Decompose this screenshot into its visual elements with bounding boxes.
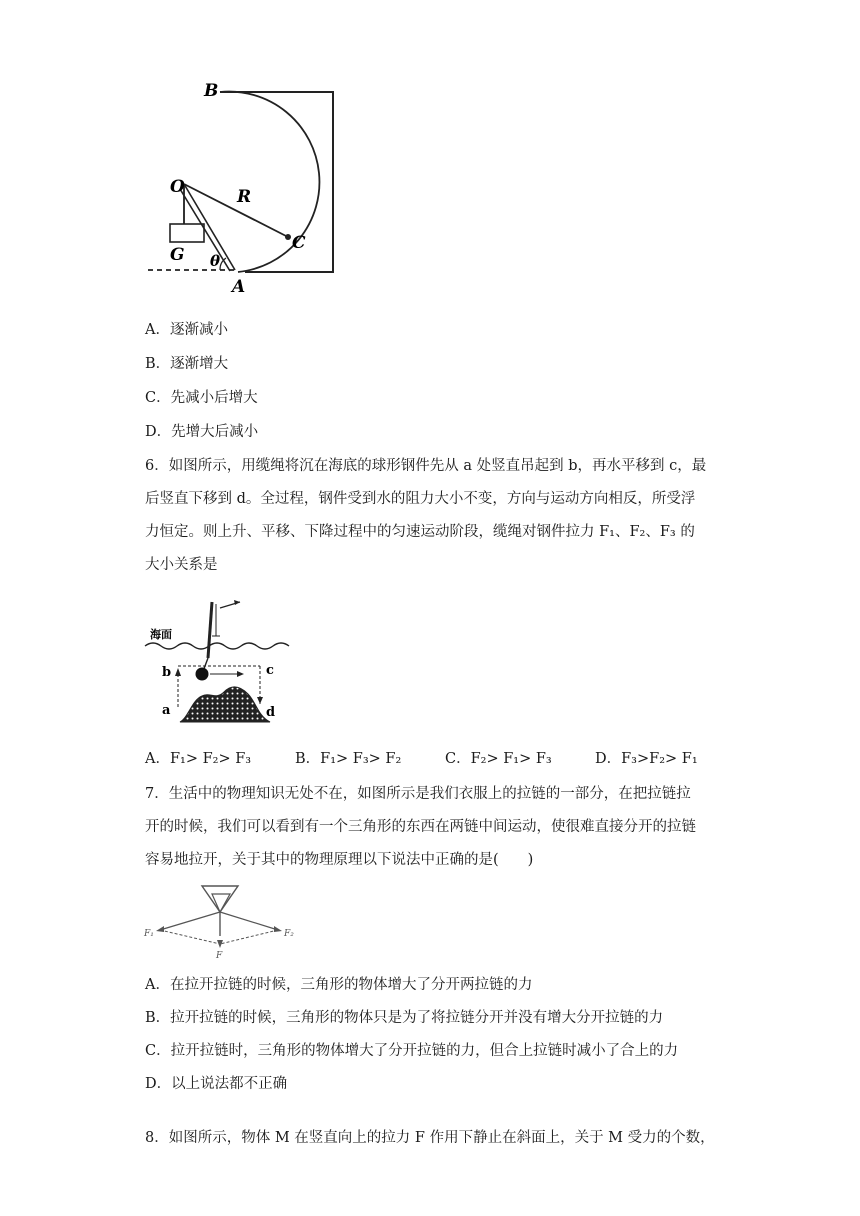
- q7-option-b: B．拉开拉链的时候，三角形的物体只是为了将拉链分开并没有增大分开拉链的力: [145, 1010, 664, 1026]
- q6-stem-line4: 大小关系是: [145, 557, 218, 573]
- q7-option-c: C．拉开拉链时，三角形的物体增大了分开拉链的力，但合上拉链时减小了合上的力: [145, 1043, 679, 1059]
- label-b: b: [162, 665, 172, 680]
- q7-stem-line2: 开的时候，我们可以看到有一个三角形的东西在两链中间运动，使很难直接分开的拉链: [145, 819, 696, 835]
- label-O: O: [170, 177, 185, 197]
- label-B: B: [204, 81, 219, 101]
- q5-option-b: B．逐渐增大: [145, 356, 229, 372]
- label-A: A: [232, 277, 246, 297]
- label-c: c: [266, 663, 274, 678]
- q5-option-c: C．先减小后增大: [145, 390, 258, 406]
- q5-option-d: D．先增大后减小: [145, 424, 259, 440]
- label-theta: θ: [210, 252, 221, 270]
- q6-stem-line1: 6．如图所示，用缆绳将沉在海底的球形钢件先从 a 处竖直吊起到 b，再水平移到 c，最: [145, 458, 707, 474]
- label-f2: F₂: [284, 929, 294, 939]
- figure-semicircle-rod: [140, 72, 350, 302]
- q6-stem-line3: 力恒定。则上升、平移、下降过程中的匀速运动阶段，缆绳对钢件拉力 F₁、F₂、F₃ 的: [145, 524, 695, 540]
- q6-option-a: A．F₁> F₂> F₃: [145, 751, 252, 767]
- figure-zipper-forces: [140, 882, 300, 962]
- q6-option-d: D．F₃>F₂> F₁: [595, 751, 698, 767]
- q7-option-d: D．以上说法都不正确: [145, 1076, 288, 1092]
- label-sea: 海面: [150, 628, 172, 641]
- q6-stem-line2: 后竖直下移到 d。全过程，钢件受到水的阻力大小不变，方向与运动方向相反，所受浮: [145, 491, 696, 507]
- label-d: d: [266, 705, 276, 720]
- label-f1: F₁: [144, 929, 154, 939]
- label-G: G: [170, 245, 185, 265]
- q7-stem-line3: 容易地拉开，关于其中的物理原理以下说法中正确的是( ): [145, 852, 534, 868]
- q6-option-b: B．F₁> F₃> F₂: [295, 751, 402, 767]
- q8-stem-line1: 8．如图所示，物体 M 在竖直向上的拉力 F 作用下静止在斜面上，关于 M 受力的个数，: [145, 1130, 715, 1146]
- q7-option-a: A．在拉开拉链的时候，三角形的物体增大了分开两拉链的力: [145, 977, 533, 993]
- q7-stem-line1: 7．生活中的物理知识无处不在，如图所示是我们衣服上的拉链的一部分，在把拉链拉: [145, 786, 691, 802]
- q6-option-c: C．F₂> F₁> F₃: [445, 751, 552, 767]
- label-C: C: [292, 233, 306, 253]
- label-f: F: [216, 951, 223, 961]
- label-R: R: [237, 187, 252, 207]
- label-a: a: [162, 703, 171, 718]
- q5-option-a: A．逐渐减小: [145, 322, 228, 338]
- figure-sea-crane: [140, 596, 300, 731]
